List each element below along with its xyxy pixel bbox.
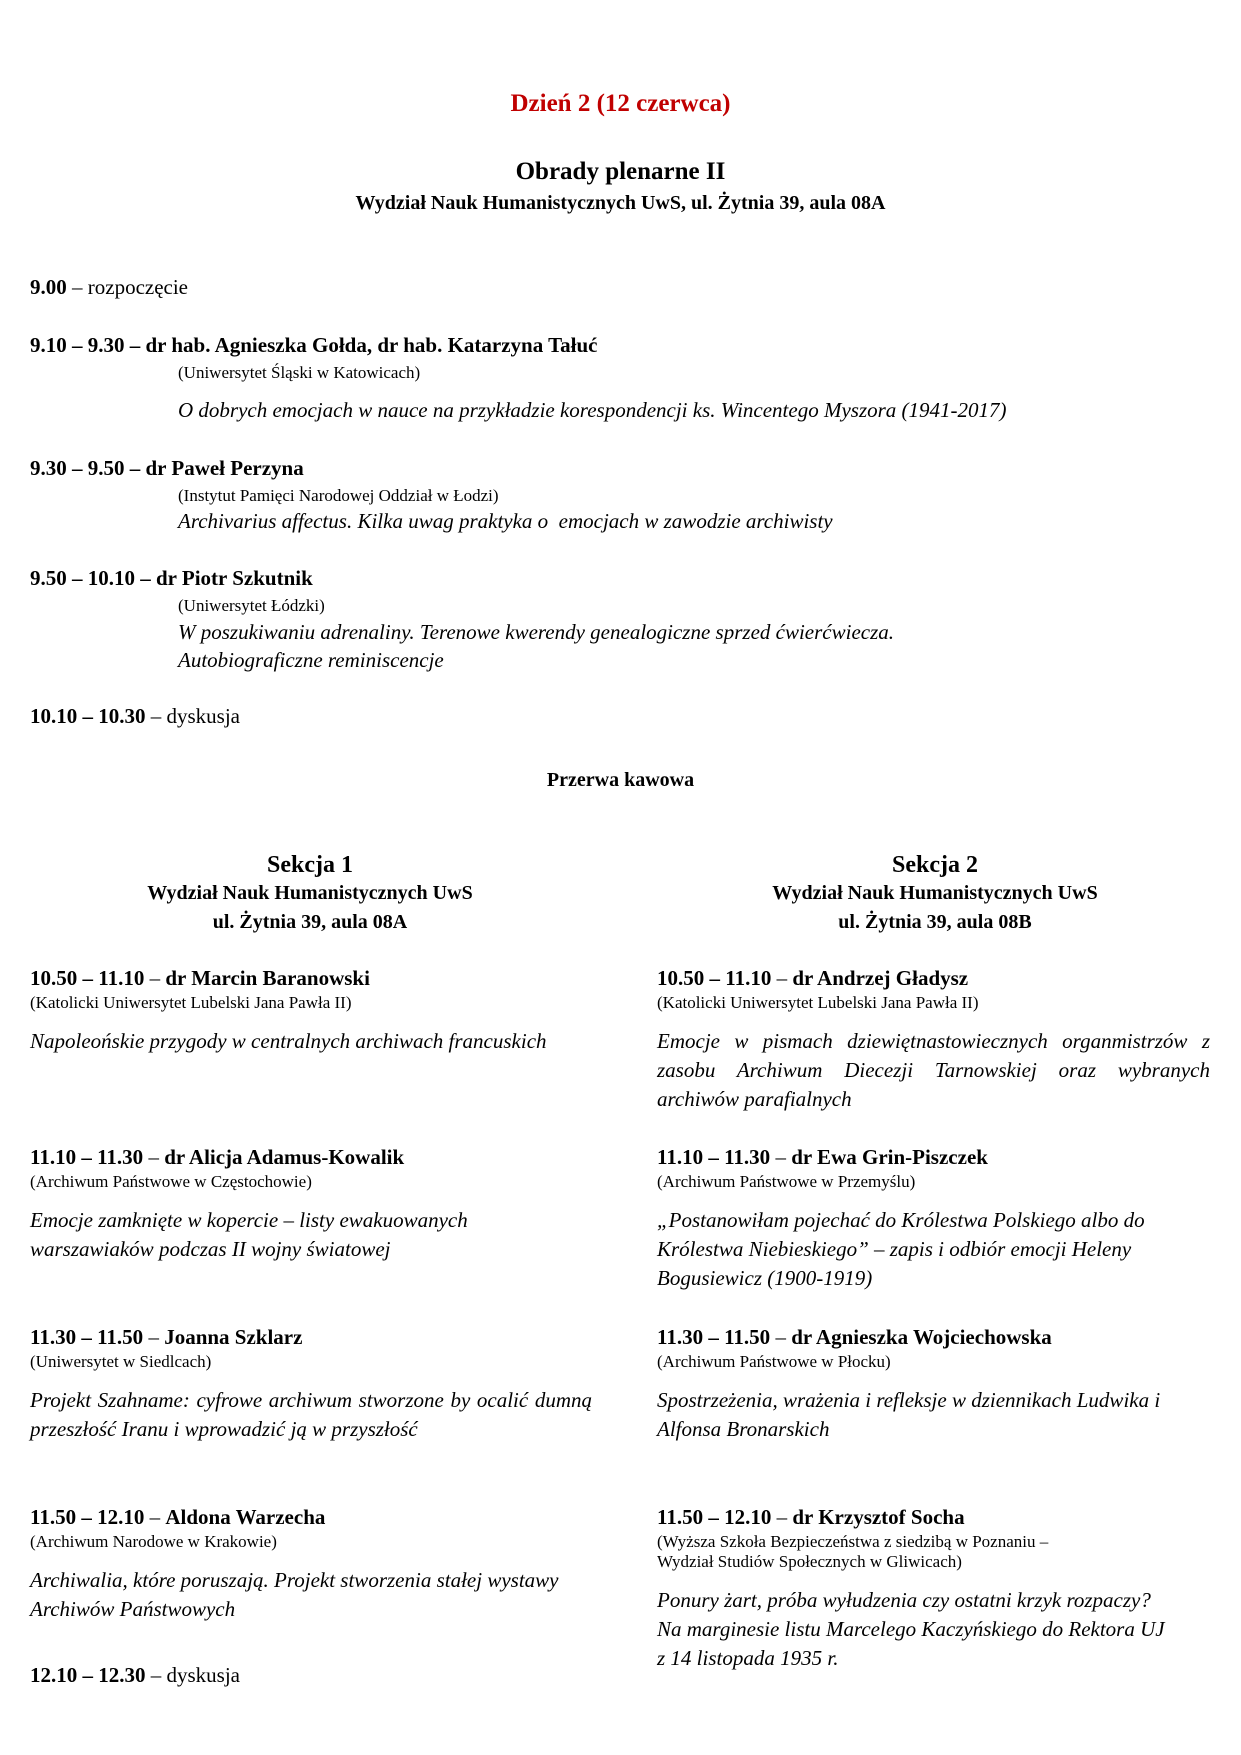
talk-speaker: Aldona Warzecha [165,1505,326,1529]
talk-speaker: Joanna Szklarz [164,1325,303,1349]
talk-speaker: dr Alicja Adamus-Kowalik [164,1145,405,1169]
talk-title: Projekt Szahname: cyfrowe archiwum stworzone by ocalić dumną przeszłość Iranu i wprowadzić ją w przyszłość [30,1388,592,1441]
opening-label: rozpoczęcie [87,275,189,299]
talk-title: Napoleońskie przygody w centralnych archiwach francuskich [30,1029,547,1053]
talk-affiliation: (Archiwum Państwowe w Przemyślu) [657,1172,916,1191]
plenary-talk-1-header: 9.10 – 9.30 – dr hab. Agnieszka Gołda, dr hab. Katarzyna Tałuć [30,333,598,357]
talk-affiliation-line1: (Wyższa Szkoła Bezpieczeństwa z siedzibą w Poznaniu – [657,1532,1049,1551]
discussion-label: dyskusja [166,704,240,728]
section-location-line2: ul. Żytnia 39, aula 08B [838,911,1032,933]
plenary-location: Wydział Nauk Humanistycznych UwS, ul. Żytnia 39, aula 08A [355,192,886,214]
talk-title: Archiwalia, które poruszają. Projekt stworzenia stałej wystawy Archiwów Państwowych [30,1568,559,1621]
section-title: Sekcja 2 [892,852,978,878]
talk-affiliation: (Archiwum Narodowe w Krakowie) [30,1532,277,1551]
section-location-line2: ul. Żytnia 39, aula 08A [212,911,408,933]
separator: – [66,275,88,299]
talk-affiliation: (Archiwum Państwowe w Płocku) [657,1352,891,1371]
talk-header: 11.10 – 11.30 – dr Alicja Adamus-Kowalik [30,1145,405,1169]
talk-title-line2: Autobiograficzne reminiscencje [178,648,444,672]
talk-affiliation: (Katolicki Uniwersytet Lubelski Jana Pawła II) [657,993,979,1012]
talk-speaker: dr Piotr Szkutnik [156,566,313,590]
separator: – [145,1663,167,1687]
section-title: Sekcja 1 [267,852,353,878]
talk-affiliation: (Uniwersytet w Siedlcach) [30,1352,212,1371]
opening-time: 9.00 [30,275,67,299]
plenary-title: Obrady plenarne II [515,158,726,185]
plenary-talk-3-header: 9.50 – 10.10 – dr Piotr Szkutnik [30,566,313,590]
coffee-break: Przerwa kawowa [546,769,695,791]
talk-speaker: dr Marcin Baranowski [165,966,370,990]
talk-time: 11.30 – 11.50 [657,1325,771,1349]
section-2-talk-2 [657,1145,1210,1293]
section-1-talk-1 [30,966,592,1056]
talk-title: Archivarius affectus. Kilka uwag praktyka o emocjach w zawodzie archiwisty [178,509,833,533]
talk-title: Spostrzeżenia, wrażenia i refleksje w dziennikach Ludwika i Alfonsa Bronarskich [657,1388,1161,1441]
section-1-talk-4 [30,1505,592,1624]
talk-title: Ponury żart, próba wyłudzenia czy ostatni krzyk rozpaczy? Na marginesie listu Marcelego Kaczyńskiego do Rektora UJ z 14 listopada 1935 r. [657,1588,1165,1670]
talk-header: 10.50 – 11.10 – dr Marcin Baranowski [30,966,370,990]
talk-speaker: dr Ewa Grin-Piszczek [791,1145,988,1169]
section-1-header [30,852,590,937]
talk-time: 10.50 – 11.10 [657,966,772,990]
day-title: Dzień 2 (12 czerwca) [510,90,731,117]
discussion-time: 12.10 – 12.30 [30,1663,146,1687]
talk-affiliation: (Uniwersytet Łódzki) [178,596,325,615]
plenary-opening [30,275,188,300]
talk-time: 10.50 – 11.10 [30,966,145,990]
talk-header: 11.30 – 11.50 – dr Agnieszka Wojciechowska [657,1325,1052,1349]
talk-speaker: dr Agnieszka Wojciechowska [791,1325,1052,1349]
talk-time: 11.50 – 12.10 [657,1505,772,1529]
talk-time: 11.10 – 11.30 [30,1145,144,1169]
section-1-talk-3 [30,1325,592,1444]
section-2-header [655,852,1215,937]
talk-header: 11.10 – 11.30 – dr Ewa Grin-Piszczek [657,1145,988,1169]
talk-time: 11.30 – 11.50 [30,1325,144,1349]
talk-header: 10.50 – 11.10 – dr Andrzej Gładysz [657,966,969,990]
talk-affiliation: (Katolicki Uniwersytet Lubelski Jana Pawła II) [30,993,352,1012]
talk-speaker: dr hab. Agnieszka Gołda, dr hab. Katarzyna Tałuć [145,333,598,357]
talk-speaker: dr Andrzej Gładysz [792,966,969,990]
plenary-discussion [30,704,240,729]
talk-time: 11.50 – 12.10 [30,1505,145,1529]
talk-speaker: dr Paweł Perzyna [145,456,304,480]
talk-time: 11.10 – 11.30 [657,1145,771,1169]
talk-header: 11.50 – 12.10 – Aldona Warzecha [30,1505,326,1529]
talk-speaker: dr Krzysztof Socha [792,1505,965,1529]
talk-time: 9.10 – 9.30 [30,333,125,357]
talk-header: 11.50 – 12.10 – dr Krzysztof Socha [657,1505,965,1529]
talk-affiliation-line2: Wydział Studiów Społecznych w Gliwicach) [657,1552,962,1571]
talk-title: O dobrych emocjach w nauce na przykładzie korespondencji ks. Wincentego Myszora (1941-2017) [178,398,1007,422]
talk-title: „Postanowiłam pojechać do Królestwa Polskiego albo do Królestwa Niebieskiego” – zapis i odbiór emocji Heleny Bogusiewicz (1900-1919) [657,1208,1145,1290]
section-2-talk-3 [657,1325,1210,1444]
talk-affiliation: (Instytut Pamięci Narodowej Oddział w Łodzi) [178,486,499,505]
plenary-talk-2-header: 9.30 – 9.50 – dr Paweł Perzyna [30,456,304,480]
talk-header: 11.30 – 11.50 – Joanna Szklarz [30,1325,303,1349]
talk-title-line1: W poszukiwaniu adrenaliny. Terenowe kwerendy genealogiczne sprzed ćwierćwiecza. [178,620,895,644]
talk-time: 9.50 – 10.10 [30,566,135,590]
section-location-line1: Wydział Nauk Humanistycznych UwS [147,882,473,904]
talk-title: Emocje w pismach dziewiętnastowiecznych organmistrzów z zasobu Archiwum Diecezji Tarnowskiej oraz wybranych archiwów parafialnych [657,1029,1210,1111]
section-2-talk-4 [657,1505,1210,1673]
talk-affiliation: (Archiwum Państwowe w Częstochowie) [30,1172,312,1191]
section-1-discussion [30,1663,240,1688]
section-location-line1: Wydział Nauk Humanistycznych UwS [772,882,1098,904]
section-1-talk-2 [30,1145,592,1264]
separator: – [145,704,167,728]
section-2-talk-1 [657,966,1210,1114]
talk-title: Emocje zamknięte w kopercie – listy ewakuowanych warszawiaków podczas II wojny światowej [30,1208,468,1261]
discussion-time: 10.10 – 10.30 [30,704,146,728]
talk-affiliation: (Uniwersytet Śląski w Katowicach) [178,363,421,382]
discussion-label: dyskusja [166,1663,240,1687]
talk-time: 9.30 – 9.50 [30,456,125,480]
